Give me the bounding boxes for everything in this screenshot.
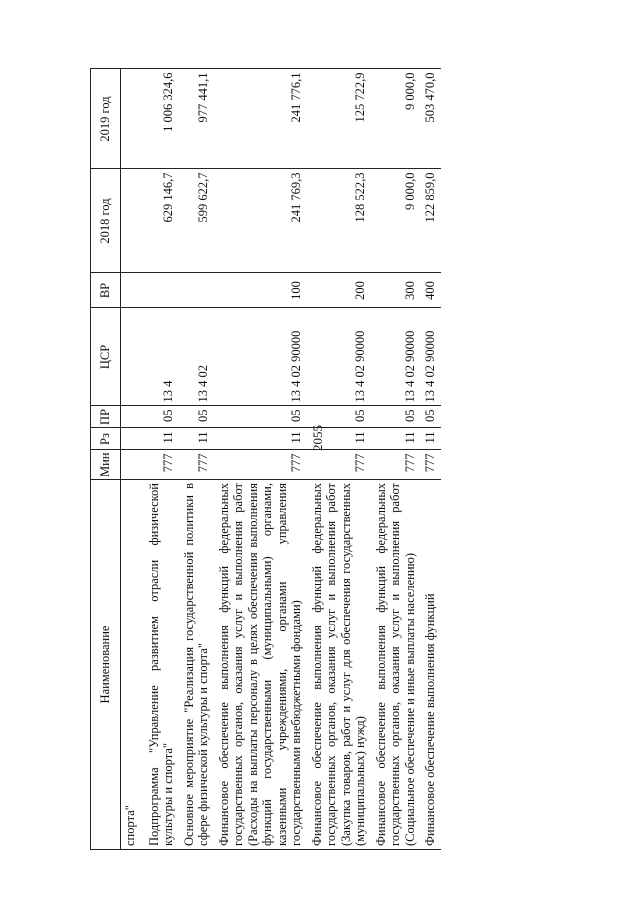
row-pr [121, 406, 141, 428]
row-rz: 11 [420, 428, 441, 450]
row-2019: 503 470,0 [420, 69, 441, 169]
header-pr: ПР [91, 406, 121, 428]
row-2019: 9 000,0 [371, 69, 421, 169]
row-vr: 400 [420, 273, 441, 308]
row-name: Подпрограмма "Управление развитием отрасли физической культуры и спорта" [141, 480, 179, 850]
row-2018: 128 522,3 [307, 169, 371, 273]
row-vr [121, 273, 141, 308]
row-rz: 11 [307, 428, 371, 450]
row-csr: 13 4 02 90000 [420, 308, 441, 406]
table-row [307, 69, 371, 850]
table-row [179, 69, 214, 850]
row-pr: 05 [420, 406, 441, 428]
row-vr: 200 [307, 273, 371, 308]
table-row [420, 69, 441, 850]
table-row [371, 69, 421, 850]
row-2019 [121, 69, 141, 169]
header-csr: ЦСР [91, 308, 121, 406]
row-rz: 11 [141, 428, 179, 450]
header-2019: 2019 год [91, 69, 121, 169]
row-rz: 11 [214, 428, 307, 450]
row-min: 777 [420, 450, 441, 480]
row-min: 777 [141, 450, 179, 480]
row-2018: 629 146,7 [141, 169, 179, 273]
table-row [141, 69, 179, 850]
row-min: 777 [214, 450, 307, 480]
page-number: 2055 [310, 425, 325, 451]
row-csr [121, 308, 141, 406]
header-min: Мин [91, 450, 121, 480]
row-name: Финансовое обеспечение выполнения функций федеральных государственных органов, оказания услуг и выполнения работ (Социальное обеспечение и иные выплаты населению) [371, 480, 421, 850]
row-vr: 300 [371, 273, 421, 308]
row-csr: 13 4 02 90000 [214, 308, 307, 406]
row-2019: 241 776,1 [214, 69, 307, 169]
row-pr: 05 [371, 406, 421, 428]
row-min [121, 450, 141, 480]
row-name: Финансовое обеспечение выполнения функций федеральных государственных органов, оказания услуг и выполнения работ (Закупка товаров, работ и услуг для обеспечения государственных (муниципальных) нужд) [307, 480, 371, 850]
row-2019: 977 441,1 [179, 69, 214, 169]
row-2018: 599 622,7 [179, 169, 214, 273]
header-name: Наименование [91, 480, 121, 850]
row-csr: 13 4 02 [179, 308, 214, 406]
rotated-page-content [90, 60, 613, 850]
header-vr: ВР [91, 273, 121, 308]
row-2018 [121, 169, 141, 273]
row-pr: 05 [307, 406, 371, 428]
row-rz: 11 [371, 428, 421, 450]
row-pr: 05 [179, 406, 214, 428]
row-2019: 1 006 324,6 [141, 69, 179, 169]
row-min: 777 [307, 450, 371, 480]
row-rz [121, 428, 141, 450]
row-csr: 13 4 02 90000 [371, 308, 421, 406]
table-header-row [91, 69, 121, 850]
table-row [121, 69, 141, 850]
row-pr: 05 [141, 406, 179, 428]
row-name: Основное мероприятие "Реализация государственной политики в сфере физической культуры и спорта" [179, 480, 214, 850]
row-name: Финансовое обеспечение выполнения функций [420, 480, 441, 850]
row-name: Финансовое обеспечение выполнения функций федеральных государственных органов, оказания услуг и выполнения работ (Расходы на выплаты персоналу в целях обеспечения выполнения функций государственными (муниципальными) органами, казенными учреждениями, органами управления государственными внебюджетными фондами) [214, 480, 307, 850]
row-vr [179, 273, 214, 308]
row-name: спорта" [121, 480, 141, 850]
row-vr: 100 [214, 273, 307, 308]
row-2019: 125 722,9 [307, 69, 371, 169]
row-2018: 122 859,0 [420, 169, 441, 273]
row-csr: 13 4 02 90000 [307, 308, 371, 406]
row-rz: 11 [179, 428, 214, 450]
row-min: 777 [371, 450, 421, 480]
row-2018: 9 000,0 [371, 169, 421, 273]
budget-table [90, 69, 441, 851]
row-csr: 13 4 [141, 308, 179, 406]
table-row [214, 69, 307, 850]
row-min: 777 [179, 450, 214, 480]
row-vr [141, 273, 179, 308]
header-rz: Рз [91, 428, 121, 450]
row-pr: 05 [214, 406, 307, 428]
row-2018: 241 769,3 [214, 169, 307, 273]
header-2018: 2018 год [91, 169, 121, 273]
